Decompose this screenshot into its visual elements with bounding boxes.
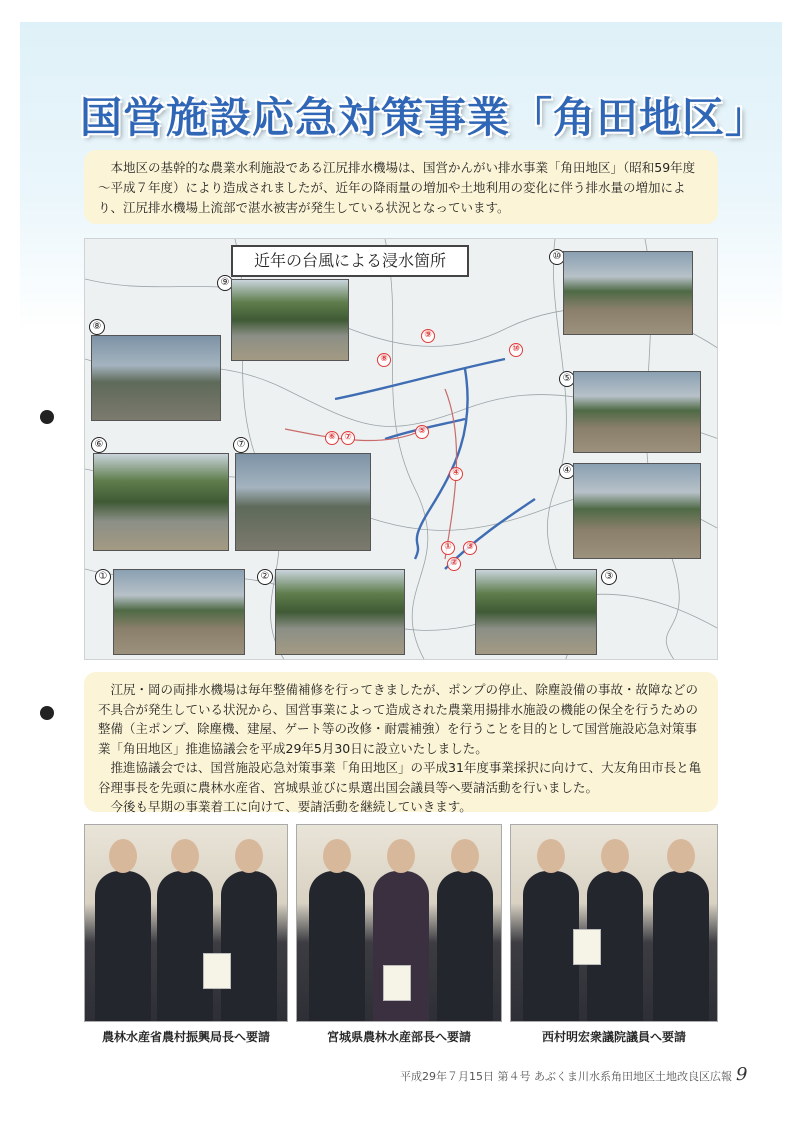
location-marker-3: ③ — [463, 541, 477, 555]
request-document — [203, 953, 231, 989]
flood-photo-1 — [113, 569, 245, 655]
person — [437, 871, 493, 1021]
flood-photo-8 — [91, 335, 221, 421]
photo-label-7: ⑦ — [233, 437, 249, 453]
body-paragraph-3: 今後も早期の事業着工に向けて、要請活動を継続していきます。 — [110, 799, 472, 814]
meeting-photo-2 — [296, 824, 502, 1022]
map-heading: 近年の台風による浸水箇所 — [231, 245, 469, 277]
margin-bullet-bottom — [40, 706, 54, 720]
photo-label-1: ① — [95, 569, 111, 585]
location-marker-6: ⑥ — [325, 431, 339, 445]
request-document — [573, 929, 601, 965]
margin-bullet-top — [40, 410, 54, 424]
location-marker-5: ⑤ — [415, 425, 429, 439]
person — [221, 871, 277, 1021]
location-marker-8: ⑧ — [377, 353, 391, 367]
photo-label-9: ⑨ — [217, 275, 233, 291]
photo-caption-2: 宮城県農林水産部長へ要請 — [326, 1030, 471, 1044]
body-text — [84, 672, 718, 812]
person — [95, 871, 151, 1021]
flood-photo-3 — [475, 569, 597, 655]
meeting-photo-3 — [510, 824, 718, 1022]
person — [523, 871, 579, 1021]
photo-label-6: ⑥ — [91, 437, 107, 453]
person — [309, 871, 365, 1021]
page-title: 国営施設応急対策事業「角田地区」 — [80, 93, 769, 142]
location-marker-7: ⑦ — [341, 431, 355, 445]
location-marker-4: ④ — [449, 467, 463, 481]
photo-label-8: ⑧ — [89, 319, 105, 335]
person — [653, 871, 709, 1021]
request-document — [383, 965, 411, 1001]
photo-label-2: ② — [257, 569, 273, 585]
page-number: 9 — [736, 1064, 748, 1085]
intro-text — [84, 150, 718, 224]
body-paragraph-2: 推進協議会では、国営施設応急対策事業「角田地区」の平成31年度事業採択に向けて、大友角田市長と亀谷理事長を先頭に農林水産省、宮城県並びに県選出国会議員等へ要請活動を行いました。 — [98, 760, 702, 795]
flood-photo-2 — [275, 569, 405, 655]
photo-caption-1: 農林水産省農村振興局長へ要請 — [101, 1030, 270, 1044]
flood-photo-5 — [573, 371, 701, 453]
flood-photo-10 — [563, 251, 693, 335]
location-marker-10: ⑩ — [509, 343, 523, 357]
meeting-photo-1 — [84, 824, 288, 1022]
flood-map — [84, 238, 718, 660]
photo-label-5: ⑤ — [559, 371, 575, 387]
body-paragraph-1: 江尻・岡の両排水機場は毎年整備補修を行ってきましたが、ポンプの停止、除塵設備の事故・故障などの不具合が発生している状況から、国営事業によって造成された農業用揚排水施設の機能の保全を行うための整備（主ポンプ、除塵機、建屋、ゲート等の改修・耐震補強）を行うことを目的として国営施設応急対策事業「角田地区」推進協議会を平成29年5月30日に設立いたしました。 — [98, 682, 699, 756]
location-marker-2: ② — [447, 557, 461, 571]
location-marker-9: ⑨ — [421, 329, 435, 343]
person — [157, 871, 213, 1021]
footer-publication-info: 平成29年７月15日 第４号 あぶくま川水系角田地区土地改良区広報 — [400, 1070, 732, 1083]
photo-label-4: ④ — [559, 463, 575, 479]
photo-label-3: ③ — [601, 569, 617, 585]
flood-photo-4 — [573, 463, 701, 559]
flood-photo-9 — [231, 279, 349, 361]
intro-paragraph: 本地区の基幹的な農業水利施設である江尻排水機場は、国営かんがい排水事業「角田地区」（昭和59年度～平成７年度）により造成されましたが、近年の降雨量の増加や土地利用の変化に伴う排水量の増加により、江尻排水機場上流部で湛水被害が発生している状況となっています。 — [98, 160, 696, 215]
photo-caption-3: 西村明宏衆議院議員へ要請 — [541, 1030, 686, 1044]
flood-photo-7 — [235, 453, 371, 551]
photo-label-10: ⑩ — [549, 249, 565, 265]
flood-photo-6 — [93, 453, 229, 551]
location-marker-1: ① — [441, 541, 455, 555]
